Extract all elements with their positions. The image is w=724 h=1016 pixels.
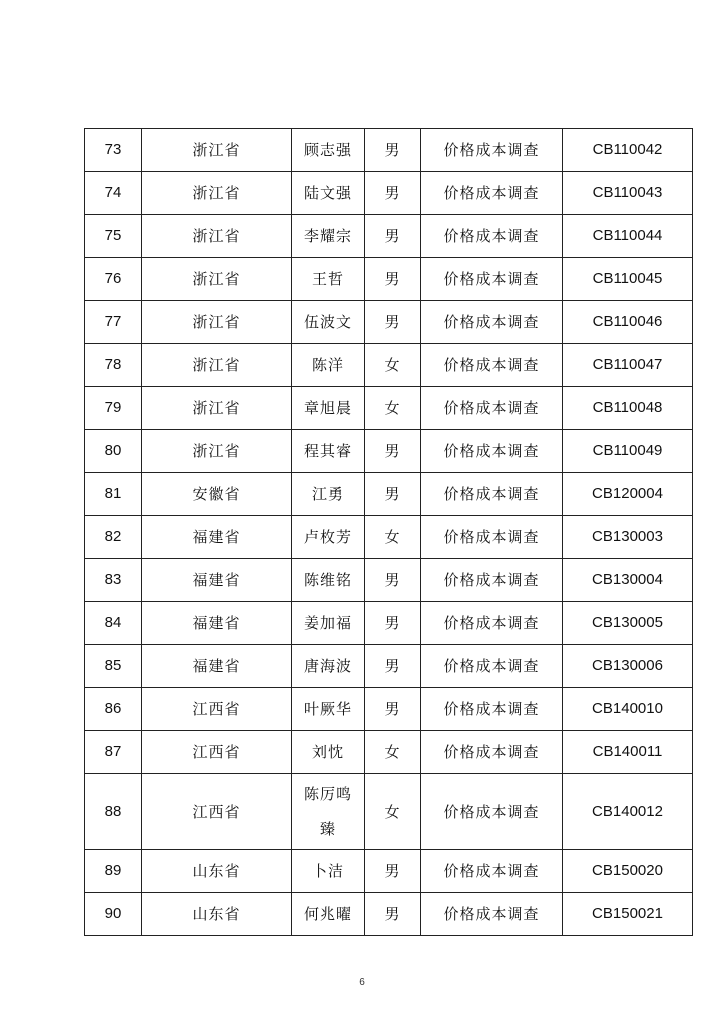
name-cell: 姜加福: [292, 602, 365, 645]
row-number: 76: [85, 258, 142, 301]
gender-cell: 男: [365, 893, 421, 936]
name-cell: 李耀宗: [292, 215, 365, 258]
id-code-cell: CB110042: [563, 129, 693, 172]
table-row: [85, 850, 693, 893]
gender-cell: 男: [365, 215, 421, 258]
province-cell: 福建省: [142, 602, 292, 645]
table-row: [85, 172, 693, 215]
name-cell: [292, 774, 365, 850]
survey-type-cell: 价格成本调查: [421, 774, 563, 850]
gender-cell: 男: [365, 172, 421, 215]
survey-type-cell: 价格成本调查: [421, 893, 563, 936]
id-code-cell: CB130003: [563, 516, 693, 559]
province-cell: 江西省: [142, 688, 292, 731]
survey-type-cell: 价格成本调查: [421, 731, 563, 774]
survey-type-cell: 价格成本调查: [421, 850, 563, 893]
name-cell: 刘忱: [292, 731, 365, 774]
table-row: [85, 559, 693, 602]
gender-cell: 男: [365, 473, 421, 516]
table-row: [85, 129, 693, 172]
row-number: 73: [85, 129, 142, 172]
name-line-1: 陈厉鸣: [303, 784, 352, 803]
gender-cell: 女: [365, 516, 421, 559]
name-cell: 程其睿: [292, 430, 365, 473]
table-row: [85, 731, 693, 774]
table-row: [85, 688, 693, 731]
table-row: [85, 215, 693, 258]
row-number: 75: [85, 215, 142, 258]
survey-type-cell: 价格成本调查: [421, 387, 563, 430]
row-number: 74: [85, 172, 142, 215]
gender-cell: 男: [365, 602, 421, 645]
row-number: 78: [85, 344, 142, 387]
table-row: [85, 473, 693, 516]
province-cell: 山东省: [142, 893, 292, 936]
survey-type-cell: 价格成本调查: [421, 129, 563, 172]
province-cell: 江西省: [142, 774, 292, 850]
table-row: [85, 387, 693, 430]
id-code-cell: CB130005: [563, 602, 693, 645]
row-number: 86: [85, 688, 142, 731]
id-code-cell: CB120004: [563, 473, 693, 516]
table-row: [85, 893, 693, 936]
province-cell: 福建省: [142, 516, 292, 559]
gender-cell: 男: [365, 129, 421, 172]
name-cell: 陈维铭: [292, 559, 365, 602]
name-line-2: 臻: [319, 819, 336, 838]
name-cell: 江勇: [292, 473, 365, 516]
row-number: 82: [85, 516, 142, 559]
id-code-cell: CB110046: [563, 301, 693, 344]
id-code-cell: CB130006: [563, 645, 693, 688]
gender-cell: 女: [365, 774, 421, 850]
gender-cell: 男: [365, 258, 421, 301]
table-row: [85, 430, 693, 473]
survey-type-cell: 价格成本调查: [421, 559, 563, 602]
name-cell: 何兆曜: [292, 893, 365, 936]
table-row: [85, 258, 693, 301]
name-cell: 伍波文: [292, 301, 365, 344]
table-row: [85, 774, 693, 850]
row-number: 90: [85, 893, 142, 936]
survey-type-cell: 价格成本调查: [421, 215, 563, 258]
province-cell: 浙江省: [142, 215, 292, 258]
province-cell: 浙江省: [142, 387, 292, 430]
row-number: 85: [85, 645, 142, 688]
survey-type-cell: 价格成本调查: [421, 430, 563, 473]
gender-cell: 男: [365, 688, 421, 731]
survey-type-cell: 价格成本调查: [421, 473, 563, 516]
survey-type-cell: 价格成本调查: [421, 688, 563, 731]
row-number: 88: [85, 774, 142, 850]
id-code-cell: CB140010: [563, 688, 693, 731]
province-cell: 浙江省: [142, 258, 292, 301]
row-number: 83: [85, 559, 142, 602]
gender-cell: 男: [365, 850, 421, 893]
id-code-cell: CB110044: [563, 215, 693, 258]
name-cell: 卢枚芳: [292, 516, 365, 559]
row-number: 81: [85, 473, 142, 516]
gender-cell: 男: [365, 430, 421, 473]
province-cell: 浙江省: [142, 172, 292, 215]
id-code-cell: CB110048: [563, 387, 693, 430]
table-row: [85, 344, 693, 387]
name-cell: 卜洁: [292, 850, 365, 893]
province-cell: 浙江省: [142, 301, 292, 344]
name-cell: 陈洋: [292, 344, 365, 387]
table-row: [85, 301, 693, 344]
name-cell: 章旭晨: [292, 387, 365, 430]
survey-type-cell: 价格成本调查: [421, 645, 563, 688]
row-number: 77: [85, 301, 142, 344]
id-code-cell: CB150021: [563, 893, 693, 936]
id-code-cell: CB130004: [563, 559, 693, 602]
id-code-cell: CB110045: [563, 258, 693, 301]
province-cell: 安徽省: [142, 473, 292, 516]
gender-cell: 男: [365, 301, 421, 344]
id-code-cell: CB110049: [563, 430, 693, 473]
page-number: 6: [359, 977, 365, 988]
id-code-cell: CB110043: [563, 172, 693, 215]
survey-type-cell: 价格成本调查: [421, 172, 563, 215]
name-cell: 王哲: [292, 258, 365, 301]
survey-type-cell: 价格成本调查: [421, 258, 563, 301]
province-cell: 江西省: [142, 731, 292, 774]
province-cell: 福建省: [142, 645, 292, 688]
survey-type-cell: 价格成本调查: [421, 516, 563, 559]
province-cell: 浙江省: [142, 430, 292, 473]
gender-cell: 男: [365, 559, 421, 602]
survey-type-cell: 价格成本调查: [421, 301, 563, 344]
personnel-table: [84, 128, 693, 936]
row-number: 87: [85, 731, 142, 774]
province-cell: 山东省: [142, 850, 292, 893]
row-number: 80: [85, 430, 142, 473]
name-cell: 陆文强: [292, 172, 365, 215]
table-row: [85, 516, 693, 559]
row-number: 79: [85, 387, 142, 430]
survey-type-cell: 价格成本调查: [421, 602, 563, 645]
id-code-cell: CB150020: [563, 850, 693, 893]
name-cell: 叶厥华: [292, 688, 365, 731]
table-row: [85, 602, 693, 645]
id-code-cell: CB140012: [563, 774, 693, 850]
gender-cell: 女: [365, 344, 421, 387]
id-code-cell: CB110047: [563, 344, 693, 387]
province-cell: 福建省: [142, 559, 292, 602]
name-cell: 唐海波: [292, 645, 365, 688]
id-code-cell: CB140011: [563, 731, 693, 774]
province-cell: 浙江省: [142, 344, 292, 387]
row-number: 89: [85, 850, 142, 893]
survey-type-cell: 价格成本调查: [421, 344, 563, 387]
gender-cell: 男: [365, 645, 421, 688]
gender-cell: 女: [365, 387, 421, 430]
table-row: [85, 645, 693, 688]
province-cell: 浙江省: [142, 129, 292, 172]
row-number: 84: [85, 602, 142, 645]
gender-cell: 女: [365, 731, 421, 774]
name-cell: 顾志强: [292, 129, 365, 172]
